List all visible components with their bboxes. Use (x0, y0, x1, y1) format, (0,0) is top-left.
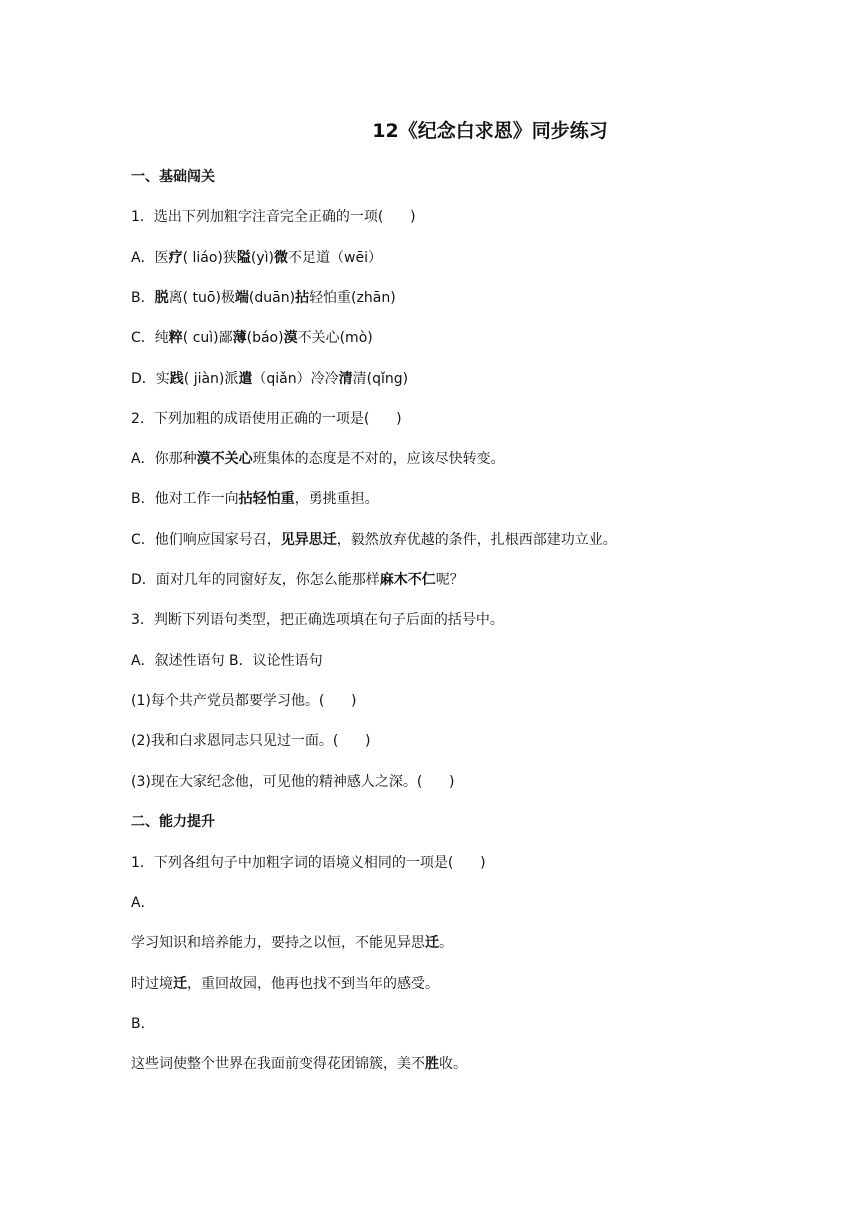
q3-sentence-3: (3)现在大家纪念他，可见他的精神感人之深。( ) (131, 774, 455, 790)
q1-option-d: D．实践( jiàn)派遣（qiǎn）冷冷清清(qǐng) (131, 371, 409, 387)
section-heading-basic: 一、基础闯关 (131, 169, 215, 185)
advanced-q1-option-b-label: B． (131, 1016, 155, 1032)
q1-option-c: C．纯粹( cuì)鄙薄(báo)漠不关心(mò) (131, 330, 373, 346)
q2-option-a: A．你那种漠不关心班集体的态度是不对的，应该尽快转变。 (131, 451, 505, 467)
question-1: 1．选出下列加粗字注音完全正确的一项( ) (131, 209, 416, 225)
advanced-q1-b-sentence-1: 这些词使整个世界在我面前变得花团锦簇，美不胜收。 (131, 1056, 467, 1072)
section-heading-advanced: 二、能力提升 (131, 814, 215, 830)
q3-sentence-2: (2)我和白求恩同志只见过一面。( ) (131, 733, 371, 749)
advanced-q1-a-sentence-2: 时过境迁，重回故园，他再也找不到当年的感受。 (131, 976, 439, 992)
q1-option-b: B．脱离( tuō)极端(duān)拈轻怕重(zhān) (131, 290, 396, 306)
question-3: 3．判断下列语句类型，把正确选项填在句子后面的括号中。 (131, 612, 504, 628)
q3-options: A．叙述性语句 B．议论性语句 (131, 653, 323, 669)
q2-option-c: C．他们响应国家号召，见异思迁，毅然放弃优越的条件，扎根西部建功立业。 (131, 532, 617, 548)
q1-option-a: A．医疗( liáo)狭隘(yì)微不足道（wēi） (131, 250, 382, 266)
advanced-question-1: 1．下列各组句子中加粗字词的语境义相同的一项是( ) (131, 855, 486, 871)
advanced-q1-option-a-label: A． (131, 895, 155, 911)
question-2: 2．下列加粗的成语使用正确的一项是( ) (131, 411, 402, 427)
advanced-q1-a-sentence-1: 学习知识和培养能力，要持之以恒，不能见异思迁。 (131, 935, 453, 951)
q2-option-d: D．面对几年的同窗好友，你怎么能那样麻木不仁呢？ (131, 572, 464, 588)
q3-sentence-1: (1)每个共产党员都要学习他。( ) (131, 693, 357, 709)
q2-option-b: B．他对工作一向拈轻怕重，勇挑重担。 (131, 491, 379, 507)
page-title: 12《纪念白求恩》同步练习 (372, 120, 608, 142)
